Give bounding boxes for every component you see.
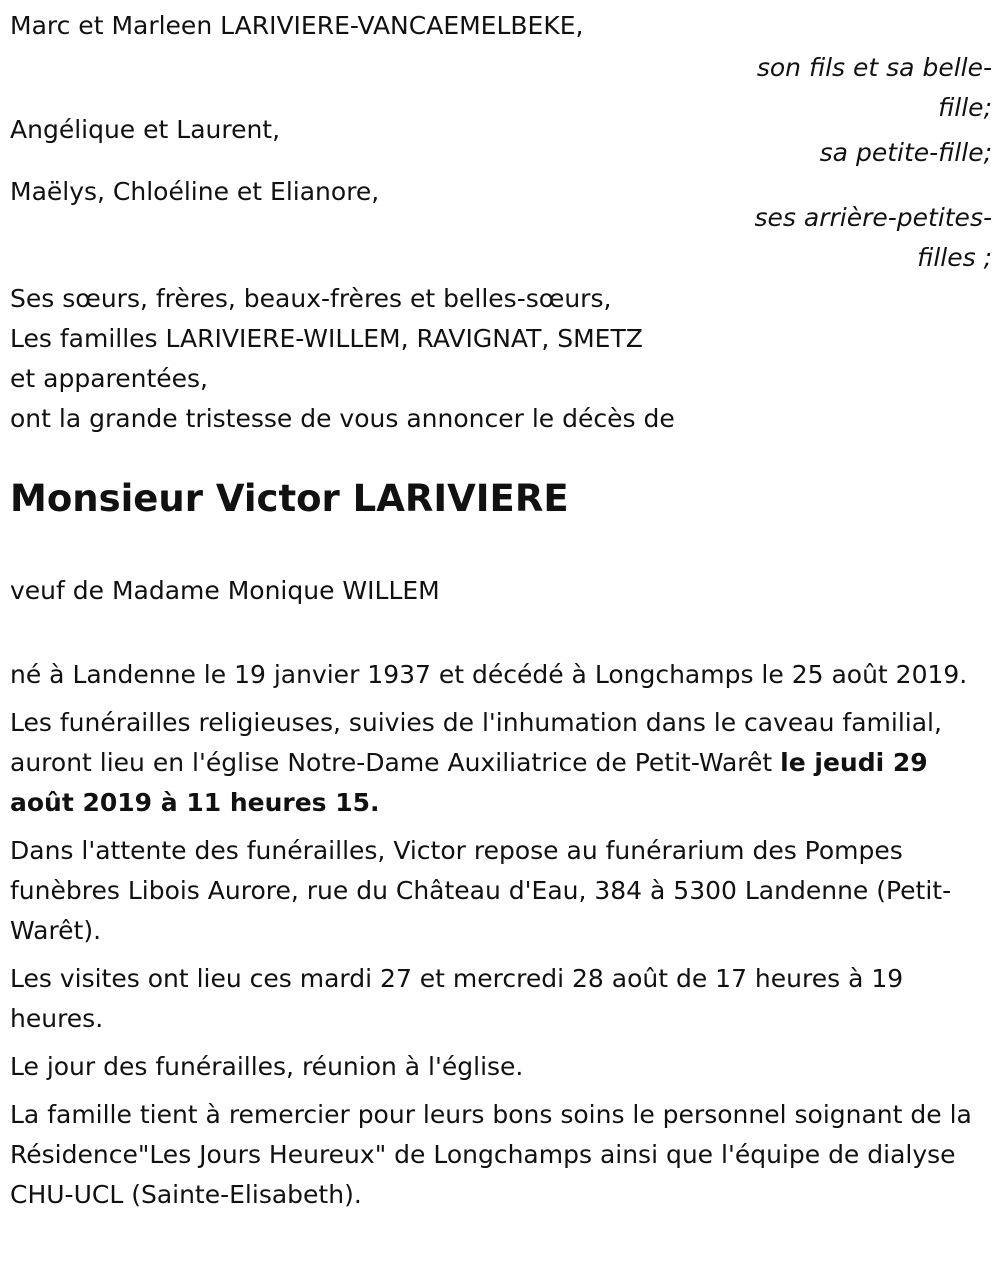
- family-name: Marc et Marleen LARIVIERE-VANCAEMELBEKE,: [10, 11, 584, 40]
- family-entry: [10, 6, 992, 122]
- family-entry: [10, 172, 992, 272]
- extended-family-line: Ses sœurs, frères, beaux-frères et belles-sœurs,: [10, 284, 612, 313]
- birth-death-paragraph: né à Landenne le 19 janvier 1937 et décédé à Longchamps le 25 août 2019.: [10, 660, 968, 689]
- extended-family-line: et apparentées,: [10, 364, 208, 393]
- family-relation: ses arrière-petites-filles ;: [754, 203, 992, 272]
- family-name: Angélique et Laurent,: [10, 115, 281, 144]
- extended-family-line: Les familles LARIVIERE-WILLEM, RAVIGNAT, SMETZ: [10, 324, 643, 353]
- meeting-paragraph: Le jour des funérailles, réunion à l'église.: [10, 1052, 524, 1081]
- family-relation: son fils et sa belle-fille;: [756, 53, 992, 122]
- family-entry: [10, 110, 992, 172]
- visits-paragraph: Les visites ont lieu ces mardi 27 et mercredi 28 août de 17 heures à 19 heures.: [10, 964, 904, 1033]
- thanks-paragraph: La famille tient à remercier pour leurs bons soins le personnel soignant de la Résidence"Les Jours Heureux" de Longchamps ainsi que l'équipe de dialyse CHU-UCL (Sainte-Elisabeth).: [10, 1100, 972, 1209]
- funeral-text: Les funérailles religieuses, suivies de l'inhumation dans le caveau familial, auront lieu en l'église Notre-Dame Auxiliatrice de Petit-Warêt: [10, 708, 942, 777]
- widow-of: veuf de Madame Monique WILLEM: [10, 576, 440, 605]
- rest-paragraph: Dans l'attente des funérailles, Victor repose au funérarium des Pompes funèbres Libois Aurore, rue du Château d'Eau, 384 à 5300 Landenne (Petit-Warêt).: [10, 836, 952, 945]
- obituary-document: [10, 6, 992, 1215]
- announcement-line: ont la grande tristesse de vous annoncer le décès de: [10, 404, 675, 433]
- funeral-paragraph: [10, 703, 992, 823]
- deceased-name: Monsieur Victor LARIVIERE: [10, 477, 569, 520]
- funeral-date: le jeudi 29 août 2019 à 11 heures 15.: [10, 748, 928, 817]
- family-relation: sa petite-fille;: [819, 138, 992, 167]
- extended-family-block: [10, 279, 992, 439]
- family-name: Maëlys, Chloéline et Elianore,: [10, 177, 380, 206]
